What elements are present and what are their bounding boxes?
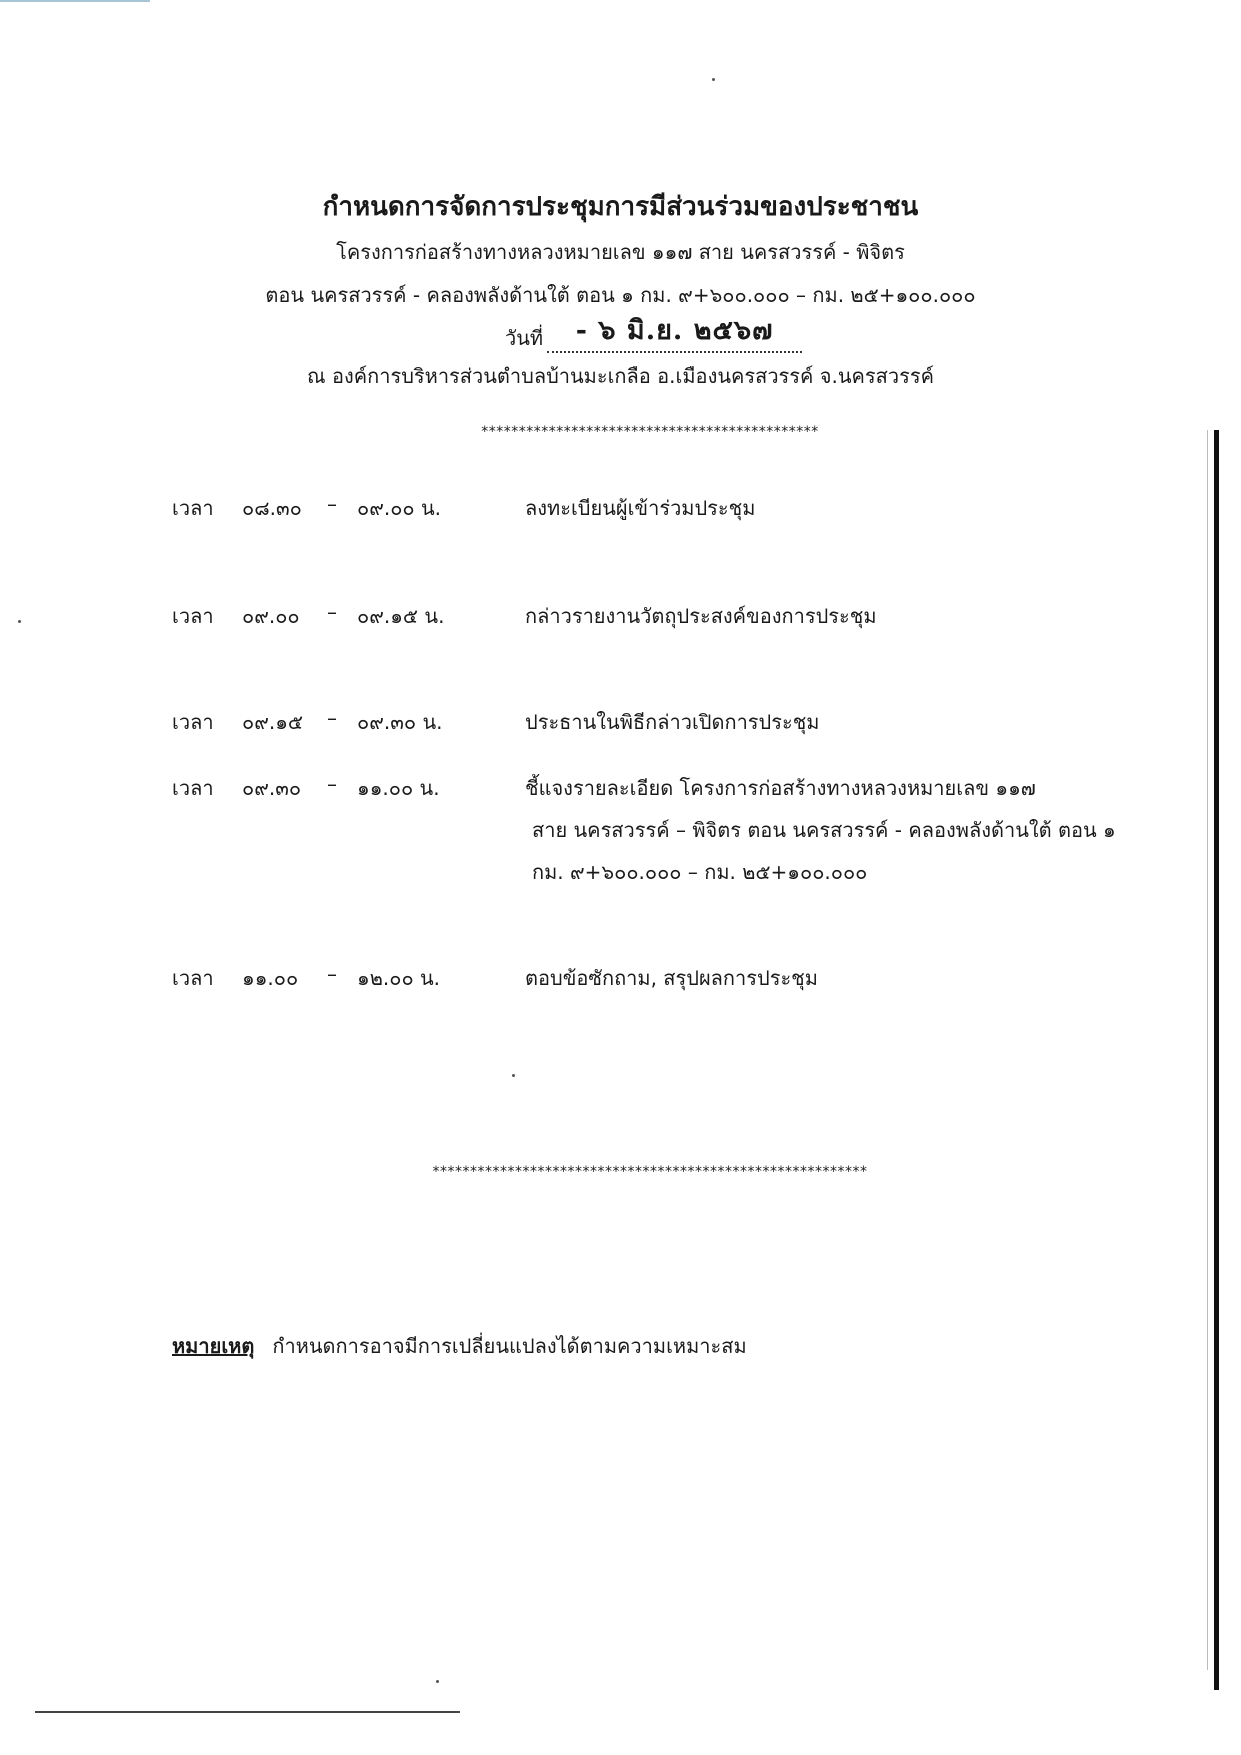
scan-border	[1214, 430, 1219, 1690]
row-4-activity-line3: กม. ๙+๖๐๐.๐๐๐ – กม. ๒๕+๑๐๐.๐๐๐	[532, 860, 868, 884]
row-3-activity: ประธานในพิธีกล่าวเปิดการประชุม	[525, 710, 820, 734]
scan-edge-line	[0, 0, 150, 2]
row-2-label: เวลา	[172, 604, 214, 628]
row-5-end: ๑๒.๐๐ น.	[357, 966, 441, 990]
scan-speck	[712, 78, 715, 81]
row-1-dash: –	[327, 492, 337, 516]
row-2-start: ๐๙.๐๐	[242, 604, 300, 628]
date-line	[505, 314, 802, 359]
row-1-activity: ลงทะเบียนผู้เข้าร่วมประชุม	[525, 496, 756, 520]
row-5-dash: –	[327, 962, 337, 986]
row-2-dash: –	[327, 600, 337, 624]
venue-line: ณ องค์การบริหารส่วนตำบลบ้านมะเกลือ อ.เมืองนครสวรรค์ จ.นครสวรรค์	[307, 364, 934, 388]
row-4-activity: ชี้แจงรายละเอียด โครงการก่อสร้างทางหลวงหมายเลข ๑๑๗	[525, 776, 1036, 800]
row-3-start: ๐๙.๑๕	[242, 710, 304, 734]
note-label: หมายเหตุ	[172, 1334, 255, 1358]
scan-speck	[18, 620, 21, 623]
row-5-start: ๑๑.๐๐	[242, 966, 299, 990]
scan-bottom-line	[35, 1711, 460, 1713]
row-4-end: ๑๑.๐๐ น.	[357, 776, 440, 800]
row-5-label: เวลา	[172, 966, 214, 990]
separator-top: *********************************************	[481, 424, 819, 440]
scan-speck	[512, 1074, 515, 1077]
row-5-activity: ตอบข้อซักถาม, สรุปผลการประชุม	[525, 966, 818, 990]
row-4-activity-line2: สาย นครสวรรค์ – พิจิตร ตอน นครสวรรค์ - คลองพลังด้านใต้ ตอน ๑	[532, 818, 1116, 842]
note-text: กำหนดการอาจมีการเปลี่ยนแปลงได้ตามความเหมาะสม	[272, 1334, 747, 1358]
separator-bottom: **********************************************************	[432, 1164, 868, 1180]
row-3-dash: –	[327, 706, 337, 730]
row-1-end: ๐๙.๐๐ น.	[357, 496, 442, 520]
row-1-label: เวลา	[172, 496, 214, 520]
date-label: วันที่	[505, 326, 544, 350]
note-line	[172, 1330, 747, 1362]
document-title: กำหนดการจัดการประชุมการมีส่วนร่วมของประชาชน	[322, 192, 919, 222]
section-line: ตอน นครสวรรค์ - คลองพลังด้านใต้ ตอน ๑ กม. ๙+๖๐๐.๐๐๐ – กม. ๒๕+๑๐๐.๐๐๐	[265, 283, 976, 307]
scan-speck	[436, 1680, 439, 1683]
date-value: - ๖ มิ.ย. ๒๕๖๗	[547, 308, 802, 353]
row-3-label: เวลา	[172, 710, 214, 734]
scan-border-thin	[1207, 430, 1208, 1670]
row-2-activity: กล่าวรายงานวัตถุประสงค์ของการประชุม	[525, 604, 877, 628]
row-4-start: ๐๙.๓๐	[242, 776, 302, 800]
row-3-end: ๐๙.๓๐ น.	[357, 710, 443, 734]
row-4-dash: –	[327, 772, 337, 796]
row-4-label: เวลา	[172, 776, 214, 800]
row-1-start: ๐๘.๓๐	[242, 496, 302, 520]
project-line: โครงการก่อสร้างทางหลวงหมายเลข ๑๑๗ สาย นครสวรรค์ - พิจิตร	[336, 240, 905, 264]
row-2-end: ๐๙.๑๕ น.	[357, 604, 445, 628]
